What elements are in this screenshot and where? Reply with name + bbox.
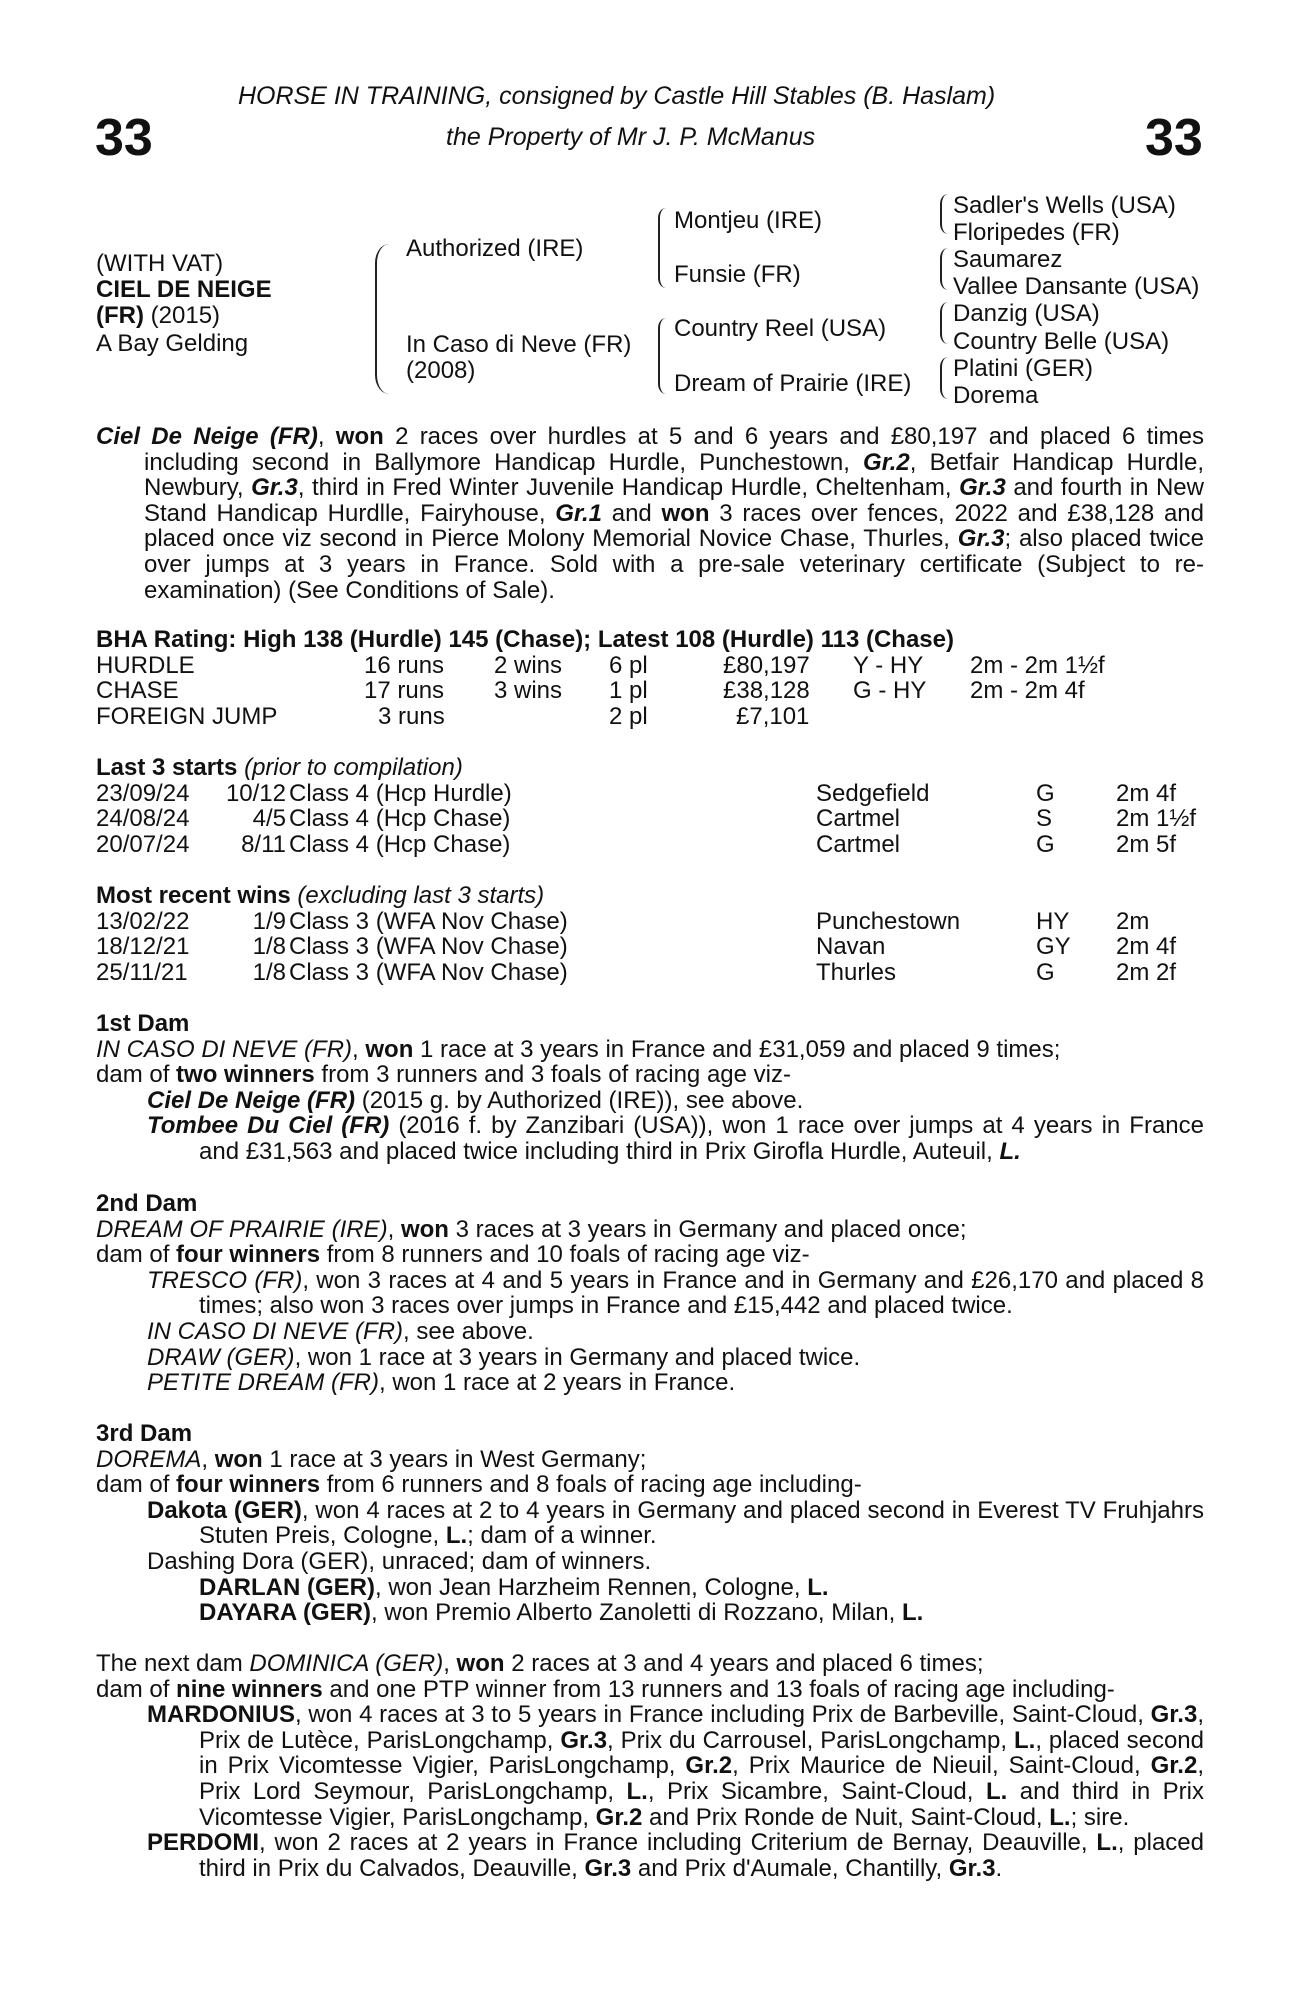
dam-year: (2008) — [406, 357, 476, 384]
win-row: 25/11/21 1/8 Class 3 (WFA Nov Chase) Thurles G 2m 2f — [96, 958, 1177, 986]
win-row: 13/02/22 1/9 Class 3 (WFA Nov Chase) Punchestown HY 2m — [96, 907, 1150, 935]
next-dam-line: The next dam DOMINICA (GER), won 2 races at 3 and 4 years and placed 6 times; — [96, 1650, 984, 1677]
race-summary: Ciel De Neige (FR), won 2 races over hurdles at 5 and 6 years and £80,197 and placed 6 times including second in Ballymore Handicap Hurdle, Punchestown, Gr.2, Betfair Handicap Hurdle, Newbury, Gr.3, third in Fred Winter Juvenile Handicap Hurdle, Cheltenham, Gr.3 and fourth in New Stand Handicap Hurdlle, Fairyhouse, Gr.1 and won 3 races over fences, 2022 and £38,128 and placed once viz second in Pierce Molony Memorial Novice Chase, Thurles, Gr.3; also placed twice over jumps at 3 years in France. Sold with a pre-sale veterinary certificate (Subject to re-examination) (See Conditions of Sale). — [96, 423, 1204, 604]
horse-name: CIEL DE NEIGE — [96, 276, 272, 303]
produce-entry: DRAW (GER), won 1 race at 3 years in Germany and placed twice. — [147, 1343, 861, 1371]
ds-sire: Danzig (USA) — [953, 300, 1100, 327]
produce-entry: Dashing Dora (GER), unraced; dam of winners. — [147, 1547, 652, 1575]
produce-entry: Dakota (GER), won 4 races at 2 to 4 years in Germany and placed second in Everest TV Fruhjahrs Stuten Preis, Cologne, L.; dam of a winner. — [147, 1496, 1204, 1550]
bha-row: CHASE 17 runs 3 wins 1 pl £38,128 G - HY 2m - 2m 4f — [96, 677, 1085, 705]
pedigree-brace-ss — [940, 194, 949, 234]
ss-sire: Sadler's Wells (USA) — [953, 192, 1176, 219]
dam-dam: Dream of Prairie (IRE) — [674, 370, 912, 397]
pedigree-brace-dam — [658, 318, 668, 394]
horse-description: A Bay Gelding — [96, 330, 249, 357]
pedigree-brace-dd — [940, 357, 949, 399]
owner-line: the Property of Mr J. P. McManus — [446, 123, 816, 151]
dam: In Caso di Neve (FR) — [406, 331, 632, 358]
produce-entry: TRESCO (FR), won 3 races at 4 and 5 years in France and in Germany and £26,170 and placed 8 times; also won 3 races over jumps in France and £15,442 and placed twice. — [147, 1266, 1204, 1320]
lot-number-right: 33 — [1145, 109, 1203, 167]
pedigree-brace-ds — [940, 302, 949, 344]
dam-sire: Country Reel (USA) — [674, 315, 887, 342]
start-row: 23/09/24 10/12 Class 4 (Hcp Hurdle) Sedgefield G 2m 4f — [96, 779, 1177, 807]
sire: Authorized (IRE) — [406, 235, 584, 262]
third-dam-heading: 3rd Dam — [96, 1420, 193, 1447]
pedigree-brace-sd — [940, 248, 949, 290]
ds-dam: Country Belle (USA) — [953, 328, 1170, 355]
recent-wins — [96, 883, 1216, 985]
pedigree-brace-main — [375, 244, 389, 394]
next-dam-produce-line: dam of nine winners and one PTP winner from 13 runners and 13 foals of racing age including- — [96, 1675, 1115, 1703]
grandchild-entry: DAYARA (GER), won Premio Alberto Zanoletti di Rozzano, Milan, L. — [199, 1599, 924, 1627]
bha-section — [96, 627, 1216, 729]
produce-entry: IN CASO DI NEVE (FR), see above. — [147, 1317, 534, 1345]
vat-label: (WITH VAT) — [96, 250, 224, 277]
sd-sire: Saumarez — [953, 246, 1063, 273]
ss-dam: Floripedes (FR) — [953, 219, 1120, 246]
first-dam-line: IN CASO DI NEVE (FR), won 1 race at 3 years in France and £31,059 and placed 9 times; — [96, 1035, 1061, 1063]
third-dam-line: DOREMA, won 1 race at 3 years in West Germany; — [96, 1445, 647, 1473]
second-dam-heading: 2nd Dam — [96, 1190, 198, 1217]
grandchild-entry: DARLAN (GER), won Jean Harzheim Rennen, Cologne, L. — [199, 1573, 829, 1601]
produce-entry: MARDONIUS, won 4 races at 3 to 5 years in France including Prix de Barbeville, Saint-Cloud, Gr.3, Prix de Lutèce, ParisLongchamp, Gr.3, Prix du Carrousel, ParisLongchamp, L., placed second in Prix Vicomtesse Vigier, ParisLongchamp, Gr.2, Prix Maurice de Nieuil, Saint-Cloud, Gr.2, Prix Lord Seymour, ParisLongchamp, L., Prix Sicambre, Saint-Cloud, L. and third in Prix Vicomtesse Vigier, ParisLongchamp, Gr.2 and Prix Ronde de Nuit, Saint-Cloud, L.; sire. — [147, 1701, 1204, 1831]
lot-number-left: 33 — [95, 109, 153, 167]
third-dam-produce-line: dam of four winners from 6 runners and 8 foals of racing age including- — [96, 1471, 862, 1499]
start-row: 20/07/24 8/11 Class 4 (Hcp Chase) Cartmel G 2m 5f — [96, 830, 1177, 858]
produce-entry: Tombee Du Ciel (FR) (2016 f. by Zanzibari (USA)), won 1 race over jumps at 4 years in France and £31,563 and placed twice including third in Prix Girofla Hurdle, Auteuil, L. — [147, 1112, 1204, 1165]
second-dam-line: DREAM OF PRAIRIE (IRE), won 3 races at 3 years in Germany and placed once; — [96, 1215, 967, 1243]
first-dam-produce-line: dam of two winners from 3 runners and 3 foals of racing age viz- — [96, 1061, 791, 1089]
horse-origin-year: (FR) (2015) — [96, 302, 221, 329]
recent-wins-heading: Most recent wins (excluding last 3 starts) — [96, 882, 545, 909]
produce-entry: PETITE DREAM (FR), won 1 race at 2 years in France. — [147, 1369, 736, 1397]
bha-row: FOREIGN JUMP 3 runs 2 pl £7,101 — [96, 702, 810, 730]
first-dam-section — [96, 1011, 1204, 1165]
second-dam-produce-line: dam of four winners from 8 runners and 10 foals of racing age viz- — [96, 1241, 810, 1269]
pedigree-brace-sire — [658, 208, 668, 288]
third-dam-section — [96, 1421, 1204, 1626]
consignor-line: HORSE IN TRAINING, consigned by Castle Hill Stables (B. Haslam) — [238, 82, 996, 110]
second-dam-section — [96, 1191, 1204, 1396]
last-3-starts — [96, 755, 1216, 857]
produce-entry: PERDOMI, won 2 races at 2 years in France including Criterium de Bernay, Deauville, L., placed third in Prix du Calvados, Deauville, Gr.3 and Prix d'Aumale, Chantilly, Gr.3. — [147, 1829, 1204, 1882]
bha-heading: BHA Rating: High 138 (Hurdle) 145 (Chase); Latest 108 (Hurdle) 113 (Chase) — [96, 626, 954, 653]
dd-dam: Dorema — [953, 382, 1039, 409]
last-3-heading: Last 3 starts (prior to compilation) — [96, 754, 463, 781]
start-row: 24/08/24 4/5 Class 4 (Hcp Chase) Cartmel S 2m 1½f — [96, 805, 1197, 833]
sd-dam: Vallee Dansante (USA) — [953, 273, 1200, 300]
bha-row: HURDLE 16 runs 2 wins 6 pl £80,197 Y - HY 2m - 2m 1½f — [96, 651, 1105, 679]
sire-sire: Montjeu (IRE) — [674, 207, 823, 234]
first-dam-heading: 1st Dam — [96, 1010, 190, 1037]
sire-dam: Funsie (FR) — [674, 261, 801, 288]
win-row: 18/12/21 1/8 Class 3 (WFA Nov Chase) Navan GY 2m 4f — [96, 933, 1177, 961]
dd-sire: Platini (GER) — [953, 355, 1094, 382]
produce-entry: Ciel De Neige (FR) (2015 g. by Authorized (IRE)), see above. — [147, 1086, 804, 1114]
next-dam-section — [96, 1651, 1204, 1881]
